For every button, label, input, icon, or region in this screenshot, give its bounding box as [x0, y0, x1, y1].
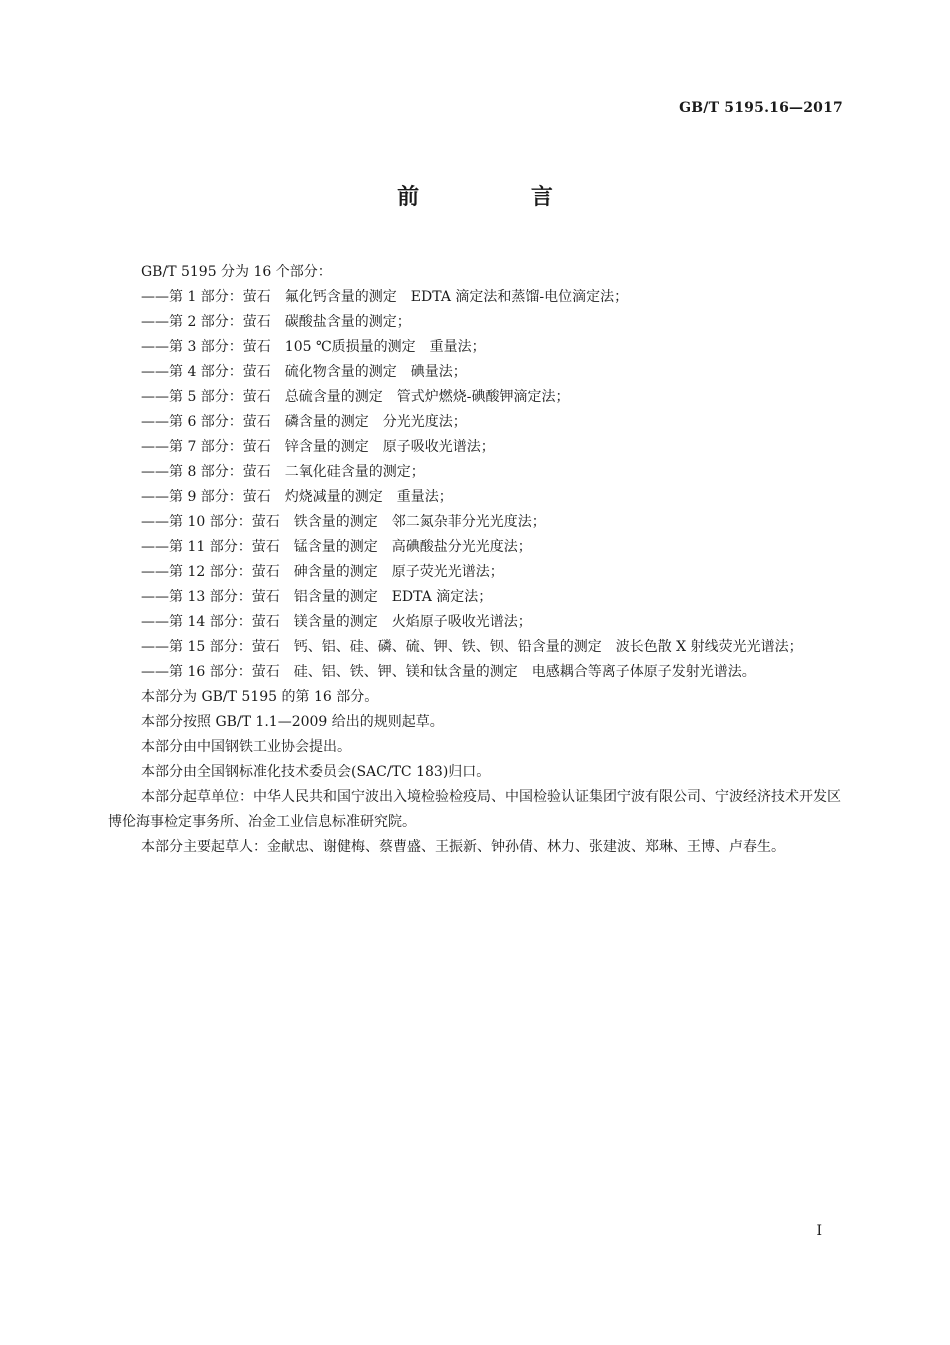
drafters-line: 本部分主要起草人：金献忠、谢健梅、蔡曹盛、王振新、钟孙倩、林力、张建波、郑琳、王博、卢春生。	[141, 839, 785, 855]
part-item: ——第 15 部分：萤石 钙、铝、硅、磷、硫、钾、铁、钡、铅含量的测定 波长色散 X 射线荧光光谱法；	[141, 639, 803, 655]
page-number: I	[816, 1223, 822, 1239]
part-item: ——第 11 部分：萤石 锰含量的测定 高碘酸盐分光光度法；	[141, 539, 532, 555]
statement-line: 本部分为 GB/T 5195 的第 16 部分。	[141, 689, 379, 705]
part-item: ——第 13 部分：萤石 铝含量的测定 EDTA 滴定法；	[141, 589, 493, 605]
standard-code: GB/T 5195.16—2017	[679, 100, 843, 116]
statement-line: 本部分按照 GB/T 1.1—2009 给出的规则起草。	[141, 714, 444, 730]
part-item: ——第 3 部分：萤石 105 ℃质损量的测定 重量法；	[141, 339, 486, 355]
part-item: ——第 10 部分：萤石 铁含量的测定 邻二氮杂菲分光光度法；	[141, 514, 546, 530]
part-item: ——第 7 部分：萤石 锌含量的测定 原子吸收光谱法；	[141, 439, 495, 455]
part-item: ——第 6 部分：萤石 磷含量的测定 分光光度法；	[141, 414, 467, 430]
intro-line: GB/T 5195 分为 16 个部分：	[141, 264, 332, 280]
part-item: ——第 5 部分：萤石 总硫含量的测定 管式炉燃烧-碘酸钾滴定法；	[141, 389, 570, 405]
part-item: ——第 14 部分：萤石 镁含量的测定 火焰原子吸收光谱法；	[141, 614, 532, 630]
part-item: ——第 12 部分：萤石 砷含量的测定 原子荧光光谱法；	[141, 564, 504, 580]
part-item: ——第 1 部分：萤石 氟化钙含量的测定 EDTA 滴定法和蒸馏-电位滴定法；	[141, 289, 629, 305]
statement-line: 本部分由中国钢铁工业协会提出。	[141, 739, 351, 755]
foreword-body	[108, 260, 848, 860]
part-item: ——第 9 部分：萤石 灼烧减量的测定 重量法；	[141, 489, 453, 505]
drafting-units-paragraph: 本部分起草单位：中华人民共和国宁波出入境检验检疫局、中国检验认证集团宁波有限公司、宁波经济技术开发区博伦海事检定事务所、冶金工业信息标准研究院。	[108, 789, 841, 830]
part-item: ——第 4 部分：萤石 硫化物含量的测定 碘量法；	[141, 364, 467, 380]
statement-line: 本部分由全国钢标准化技术委员会(SAC/TC 183)归口。	[141, 764, 491, 780]
part-item: ——第 16 部分：萤石 硅、铝、铁、钾、镁和钛含量的测定 电感耦合等离子体原子发射光谱法。	[141, 664, 756, 680]
page-title: 前 言	[397, 185, 605, 210]
part-item: ——第 2 部分：萤石 碳酸盐含量的测定；	[141, 314, 411, 330]
part-item: ——第 8 部分：萤石 二氧化硅含量的测定；	[141, 464, 425, 480]
